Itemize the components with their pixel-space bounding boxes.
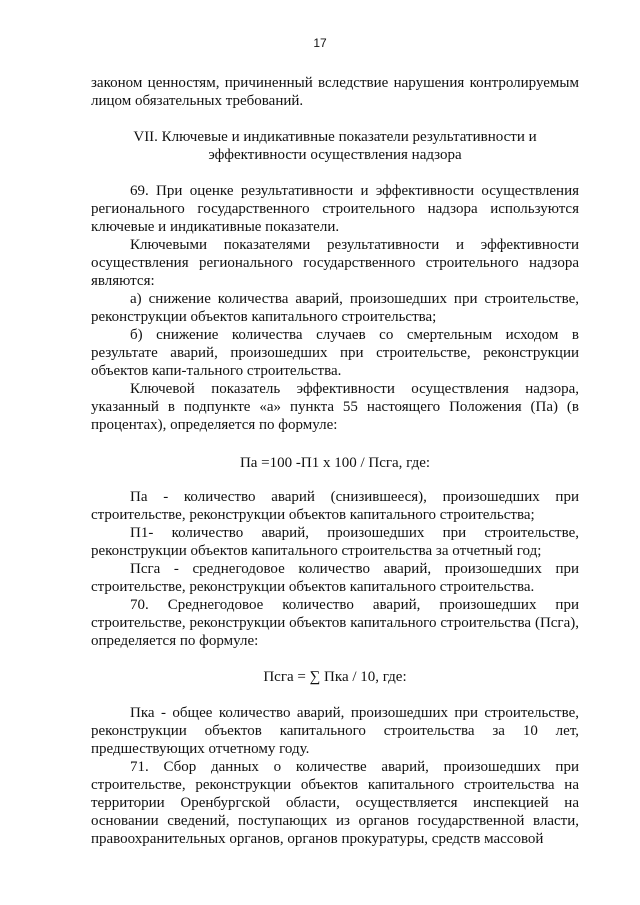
definition-pa: Па - количество аварий (снизившееся), произошедших при строительстве, реконструкции объектов капитального строительства; bbox=[91, 489, 579, 523]
list-item-b: б) снижение количества случаев со смертельным исходом в результате аварий, произошедших при строительстве, реконструкции объектов капи-тального строительства. bbox=[91, 327, 579, 379]
definition-pka: Пка - общее количество аварий, произошедших при строительстве, реконструкции объектов капитального строительства за 10 лет, предшествующих отчетному году. bbox=[91, 705, 579, 757]
page-number: 17 bbox=[313, 36, 327, 50]
paragraph-key-indicator-formula-intro: Ключевой показатель эффективности осуществления надзора, указанный в подпункте «а» пункта 55 настоящего Положения (Па) (в процентах), определяется по формуле: bbox=[91, 381, 579, 433]
formula-pa: Па =100 -П1 х 100 / Псга, где: bbox=[239, 455, 431, 471]
paragraph-key-indicators: Ключевыми показателями результативности и эффективности осуществления регионального государственного строительного надзора являются: bbox=[91, 237, 579, 289]
section-heading: VII. Ключевые и индикативные показатели результативности и эффективности осуществления надзора bbox=[133, 129, 537, 163]
formula-psga: Псга = ∑ Пка / 10, где: bbox=[263, 669, 407, 685]
document-body bbox=[91, 74, 579, 848]
paragraph-71: 71. Сбор данных о количестве аварий, произошедших при строительстве, реконструкции объектов капитального строительства на территории Оренбургской области, осуществляется инспекцией на основании сведений, поступающих из органов государственной власти, правоохранительных органов, органов прокуратуры, средств массовой bbox=[91, 759, 579, 847]
definition-psga: Псга - среднегодовое количество аварий, произошедших при строительстве, реконструкции объектов капитального строительства. bbox=[91, 561, 579, 595]
paragraph-70: 70. Среднегодовое количество аварий, произошедших при строительстве, реконструкции объектов капитального строительства (Псга), определяется по формуле: bbox=[91, 597, 579, 649]
definition-p1: П1- количество аварий, произошедших при строительстве, реконструкции объектов капитального строительства за отчетный год; bbox=[91, 525, 579, 559]
paragraph-69: 69. При оценке результативности и эффективности осуществления регионального государственного строительного надзора используются ключевые и индикативные показатели. bbox=[91, 183, 579, 235]
list-item-a: а) снижение количества аварий, произошедших при строительстве, реконструкции объектов капитального строительства; bbox=[91, 291, 579, 325]
paragraph-continuation: законом ценностям, причиненный вследствие нарушения контролируемым лицом обязательных требований. bbox=[91, 75, 579, 109]
